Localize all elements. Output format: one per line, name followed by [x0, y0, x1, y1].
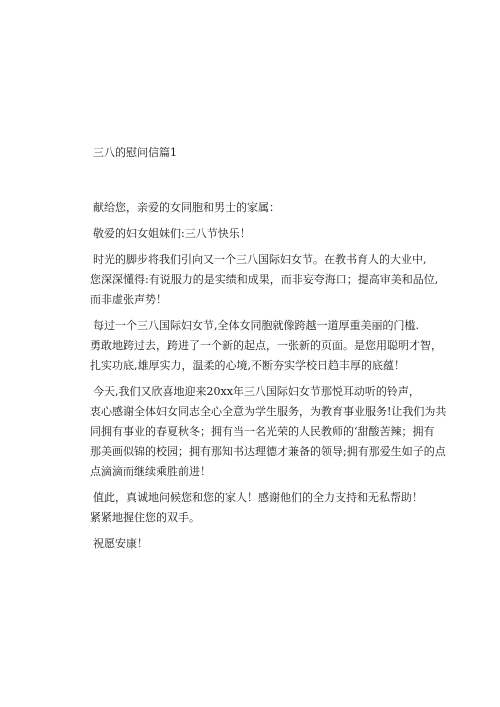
paragraph-2 — [90, 316, 442, 376]
paragraph-1 — [90, 250, 439, 310]
paragraph-3-line-5: 点滴滴而继续乘胜前进！ — [90, 465, 211, 478]
closing-line — [93, 534, 438, 554]
paragraph-2-line-1: 每过一个三八国际妇女节,全体女同胞就像跨越一道厚重美丽的门槛. — [93, 319, 419, 332]
paragraph-2-line-3: 扎实功底,雄厚实力，温柔的心境,不断夯实学校日趋丰厚的底蕴！ — [90, 359, 405, 372]
closing-text: 祝愿安康！ — [93, 537, 148, 550]
paragraph-3-line-4: 那美画似锦的校园；拥有那知书达理德才兼备的领导;拥有那爱生如子的点 — [90, 445, 446, 458]
paragraph-4 — [90, 488, 438, 528]
salutation-line — [93, 224, 438, 244]
paragraph-4-line-1: 值此，真诚地问候您和您的家人！感谢他们的全力支持和无私帮助！ — [93, 491, 423, 504]
paragraph-1-line-2: 您深深懂得:有说服力的是实绩和成果，而非妄夸海口；提高审美和品位, — [90, 273, 439, 286]
paragraph-1-line-1: 时光的脚步将我们引向又一个三八国际妇女节。在教书育人的大业中, — [93, 253, 427, 266]
paragraph-4-line-2: 紧紧地握住您的双手。 — [90, 511, 200, 524]
greeting-line — [93, 198, 438, 218]
document-body — [90, 198, 447, 560]
paragraph-2-line-2: 勇敢地跨过去，跨进了一个新的起点，一张新的页面。是您用聪明才智， — [90, 339, 442, 352]
paragraph-3-line-2: 衷心感谢全体妇女同志全心全意为学生服务，为教育事业服务!让我们为共 — [90, 405, 447, 418]
document-title: 三八的慰问信篇1 — [93, 146, 177, 159]
greeting-text: 献给您，亲爱的女同胞和男士的家属： — [93, 201, 280, 214]
paragraph-3-line-3: 同拥有事业的春夏秋冬；拥有当一名光荣的人民教师的‘甜酸苦辣；拥有 — [90, 425, 435, 438]
paragraph-1-line-3: 而非虚张声势！ — [90, 293, 167, 306]
salutation-text: 敬爱的妇女姐妹们:三八节快乐！ — [93, 227, 251, 240]
paragraph-3 — [90, 382, 447, 482]
paragraph-3-line-1: 今天,我们又欣喜地迎来20xx年三八国际妇女节那悦耳动听的铃声， — [93, 385, 420, 398]
